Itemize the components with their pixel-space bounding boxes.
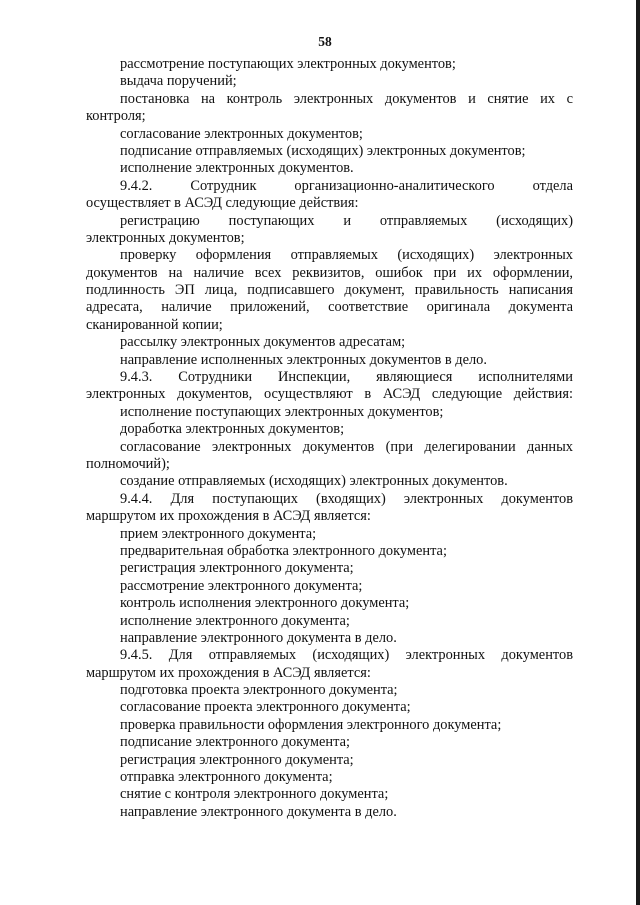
text-line: маршрутом их прохождения в АСЭД является: [86,664,371,681]
text-line: направление электронного документа в дело. [120,803,397,820]
text-line: рассмотрение электронного документа; [120,577,363,594]
text-line: подписание электронного документа; [120,734,350,751]
text-line: направление электронного документа в дело. [120,629,397,646]
text-line: исполнение электронных документов. [120,160,354,177]
text-line: согласование электронных документов (при делегировании данных [120,438,573,455]
text-line: прием электронного документа; [120,525,317,542]
text-line: предварительная обработка электронного документа; [120,542,447,559]
text-line: 9.4.3. Сотрудники Инспекции, являющиеся исполнителями [120,369,573,386]
text-line: отправка электронного документа; [120,769,333,786]
text-line: регистрация электронного документа; [120,560,354,577]
text-line: маршрутом их прохождения в АСЭД является: [86,508,371,525]
text-line: направление исполненных электронных документов в дело. [120,351,487,368]
text-line: доработка электронных документов; [120,421,345,438]
text-line: адресата, наличие приложений, соответствие оригинала документа [86,299,573,316]
text-line: проверку оформления отправляемых (исходящих) электронных [120,247,573,264]
text-line: регистрацию поступающих и отправляемых (исходящих) [120,212,573,229]
text-line: подлинность ЭП лица, подписавшего документ, правильность написания [86,282,573,299]
text-line: исполнение поступающих электронных документов; [120,403,444,420]
text-line: контроль исполнения электронного документа; [120,595,410,612]
text-line: рассылку электронных документов адресатам; [120,334,406,351]
text-line: подписание отправляемых (исходящих) электронных документов; [120,142,526,159]
scan-edge [636,0,640,905]
text-line: документов на наличие всех реквизитов, ошибок при их оформлении, [86,264,573,281]
page-number: 58 [318,34,332,49]
text-line: согласование электронных документов; [120,125,363,142]
document-body [86,56,573,821]
text-line: проверка правильности оформления электронного документа; [120,716,502,733]
text-line: 9.4.4. Для поступающих (входящих) электронных документов [120,490,573,507]
text-line: контроля; [86,108,146,125]
text-line: создание отправляемых (исходящих) электронных документов. [120,473,508,490]
text-line: согласование проекта электронного документа; [120,699,411,716]
text-line: подготовка проекта электронного документа; [120,682,398,699]
text-line: сканированной копии; [86,316,223,333]
text-line: рассмотрение поступающих электронных документов; [120,56,456,72]
text-line: выдача поручений; [120,73,237,90]
text-line: полномочий); [86,455,170,472]
text-line: постановка на контроль электронных документов и снятие их с [120,90,573,107]
text-line: снятие с контроля электронного документа; [120,786,389,803]
text-line: исполнение электронного документа; [120,612,350,629]
text-line: 9.4.2. Сотрудник организационно-аналитического отдела [120,177,573,194]
text-line: 9.4.5. Для отправляемых (исходящих) электронных документов [120,647,573,664]
text-line: осуществляет в АСЭД следующие действия: [86,195,359,212]
text-line: регистрация электронного документа; [120,751,354,768]
text-line: электронных документов; [86,229,245,246]
text-line: электронных документов, осуществляют в АСЭД следующие действия: [86,386,573,403]
